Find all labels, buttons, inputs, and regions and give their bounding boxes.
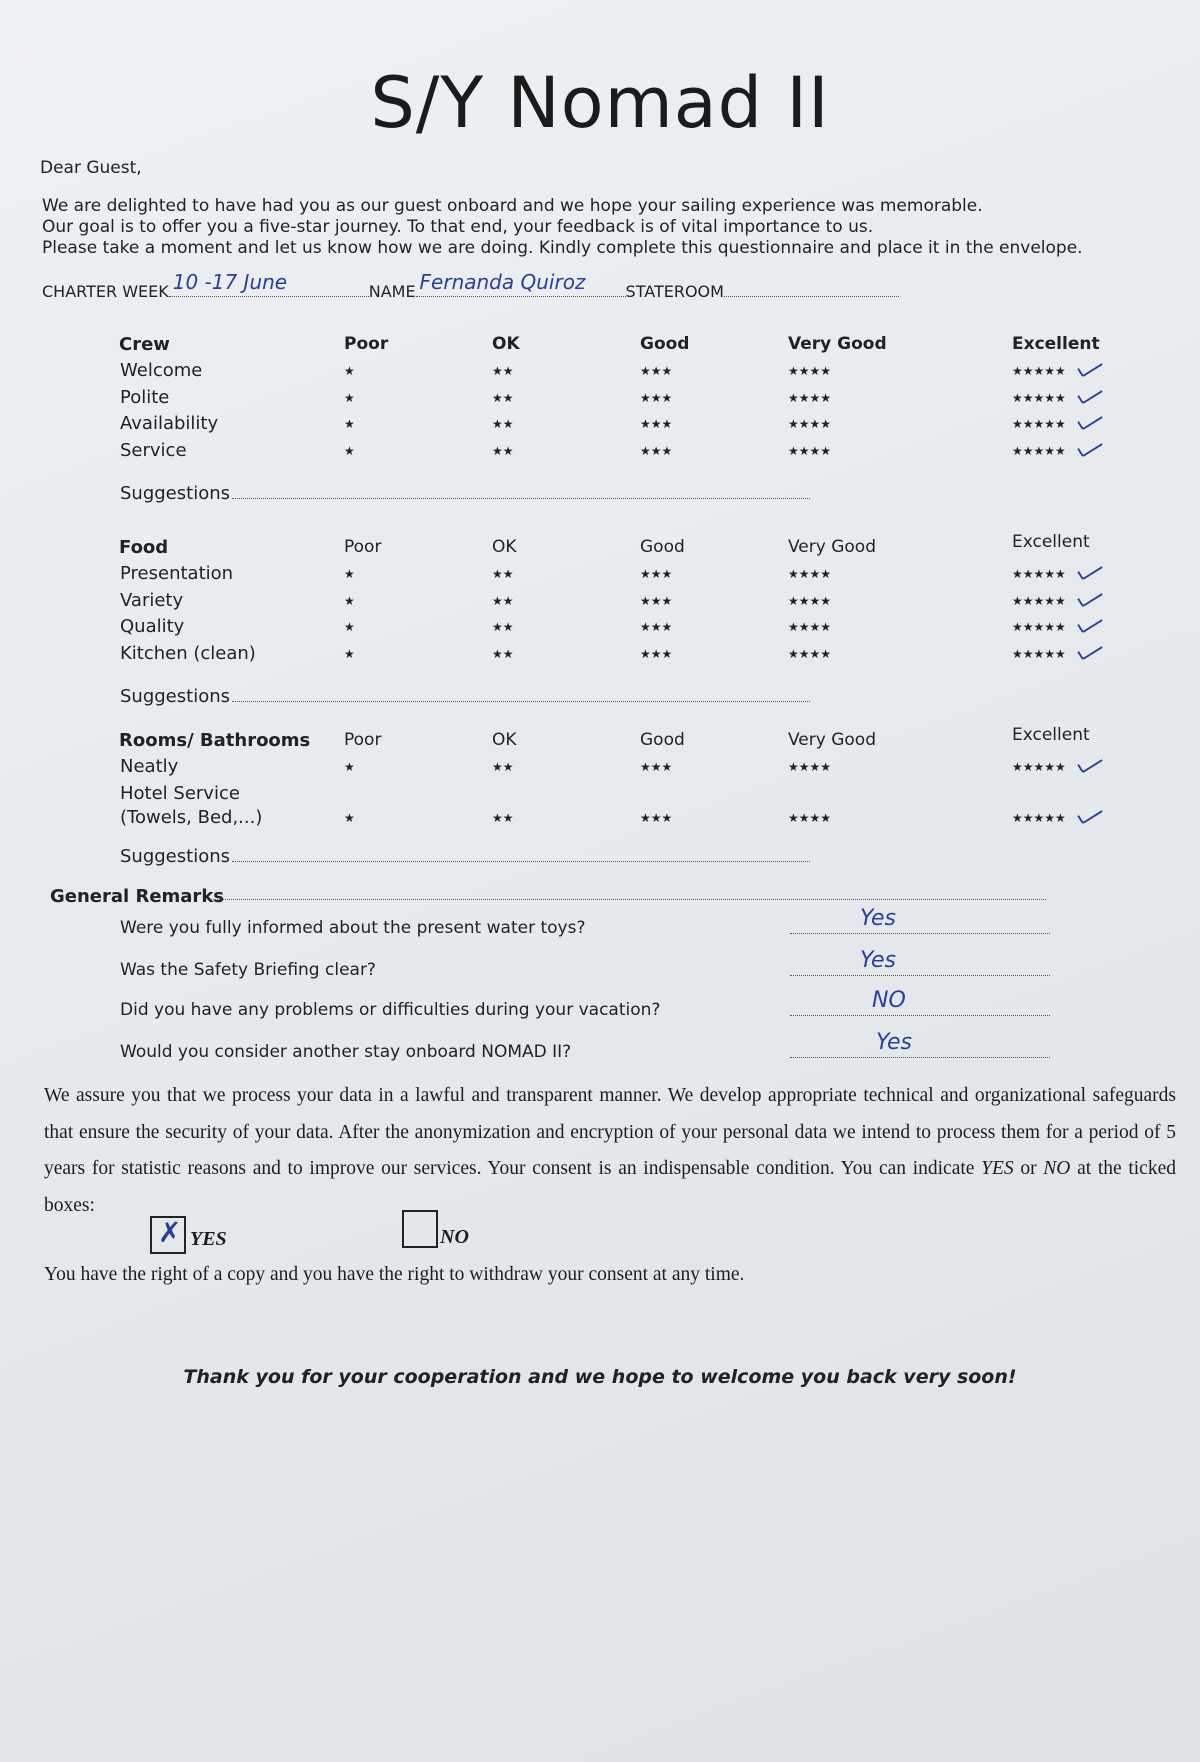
rating-option[interactable]: ★★★★ — [788, 810, 832, 825]
charter-week-field[interactable] — [169, 270, 369, 297]
rating-column-header: Excellent — [1012, 334, 1100, 354]
guest-info-line — [42, 270, 899, 301]
rating-column-header: Excellent — [1012, 725, 1090, 745]
rating-item-label: Service — [120, 439, 187, 461]
rating-option[interactable]: ★★★ — [640, 390, 673, 405]
greeting: Dear Guest, — [40, 158, 142, 178]
rating-column-header: Very Good — [788, 537, 876, 557]
rating-option[interactable]: ★★ — [492, 443, 514, 458]
rating-option[interactable]: ★★ — [492, 567, 514, 581]
selected-rating-check-icon — [1077, 436, 1103, 457]
rating-option[interactable]: ★ — [344, 760, 355, 774]
rating-column-header: OK — [492, 537, 517, 557]
selected-rating-check-icon — [1077, 586, 1103, 607]
selected-rating-check-icon — [1077, 383, 1103, 404]
selected-rating-check-icon — [1077, 409, 1103, 430]
name-label: NAME — [368, 282, 416, 301]
rating-option[interactable]: ★★★ — [640, 810, 673, 825]
rating-option[interactable]: ★ — [344, 646, 355, 661]
rating-item-label: Variety — [120, 589, 184, 611]
rating-option[interactable]: ★★★★★ — [1012, 646, 1066, 661]
data-consent-text — [44, 1078, 1176, 1224]
remark-answer: Yes — [860, 906, 897, 931]
rating-option[interactable]: ★ — [344, 810, 355, 825]
rating-option[interactable]: ★ — [344, 593, 355, 608]
rating-item-label: Welcome — [120, 360, 203, 381]
section-heading: Rooms/ Bathrooms — [119, 730, 311, 751]
rating-option[interactable]: ★★★★ — [788, 593, 832, 608]
suggestions-label: Suggestions — [120, 686, 230, 707]
rating-option[interactable]: ★★★★★ — [1012, 760, 1066, 774]
remark-question: Would you consider another stay onboard NOMAD II? — [120, 1042, 572, 1062]
rating-column-header: OK — [492, 730, 517, 750]
consent-rights-text: You have the right of a copy and you have the right to withdraw your consent at any time. — [44, 1264, 745, 1285]
rating-option[interactable]: ★★★★★ — [1012, 620, 1066, 634]
selected-rating-check-icon — [1077, 356, 1103, 377]
rating-option[interactable]: ★★ — [492, 417, 514, 431]
closing-message: Thank you for your cooperation and we hope to welcome you back very soon! — [183, 1366, 1017, 1388]
rating-option[interactable]: ★★★★★ — [1012, 810, 1066, 825]
rating-option[interactable]: ★★★★ — [788, 646, 832, 661]
rating-option[interactable]: ★★ — [492, 620, 514, 634]
remark-answer: NO — [872, 988, 906, 1013]
rating-option[interactable]: ★★★★ — [788, 567, 832, 581]
rating-option[interactable]: ★ — [344, 620, 355, 634]
yes-check-mark: ✗ — [158, 1216, 182, 1249]
rating-item-label: Quality — [120, 616, 185, 637]
selected-rating-check-icon — [1077, 612, 1103, 633]
rating-option[interactable]: ★★★★★ — [1012, 364, 1066, 378]
rating-item-label: Polite — [120, 386, 170, 408]
rating-column-header: Poor — [344, 730, 382, 750]
rating-column-header: Poor — [344, 334, 389, 354]
consent-no-word: NO — [1043, 1158, 1071, 1179]
intro-line: Our goal is to offer you a five-star journey. To that end, your feedback is of vital importance to us. — [42, 217, 874, 237]
form-title: S/Y Nomad II — [370, 62, 830, 144]
rating-option[interactable]: ★★★★★ — [1012, 567, 1066, 581]
rating-option[interactable]: ★★★★★ — [1012, 443, 1066, 458]
suggestions-label: Suggestions — [120, 846, 230, 867]
rating-column-header: Very Good — [788, 730, 876, 750]
rating-option[interactable]: ★ — [344, 417, 355, 431]
rating-column-header: Good — [640, 537, 685, 557]
rating-option[interactable]: ★★★ — [640, 364, 673, 378]
remark-question: Were you fully informed about the present water toys? — [120, 918, 586, 938]
selected-rating-check-icon — [1077, 639, 1103, 660]
suggestions-input-line[interactable] — [232, 700, 810, 702]
rating-option[interactable]: ★★★★ — [788, 443, 832, 458]
rating-item-label: Presentation — [120, 563, 234, 584]
selected-rating-check-icon — [1077, 559, 1103, 580]
rating-option[interactable]: ★★★ — [640, 417, 673, 431]
rating-option[interactable]: ★★★★ — [788, 364, 832, 378]
suggestions-input-line[interactable] — [232, 497, 810, 499]
intro-paragraph — [42, 196, 1083, 259]
rating-option[interactable]: ★★★★ — [788, 760, 832, 774]
rating-column-header: Excellent — [1012, 532, 1090, 552]
rating-option[interactable]: ★★ — [492, 364, 514, 378]
name-field[interactable] — [416, 270, 626, 297]
rating-option[interactable]: ★ — [344, 443, 355, 458]
name-value: Fernanda Quiroz — [419, 270, 586, 294]
consent-yes-word: YES — [981, 1158, 1014, 1179]
rating-column-header: Very Good — [788, 334, 887, 354]
rating-option[interactable]: ★★★★★ — [1012, 593, 1066, 608]
rating-option[interactable]: ★★★ — [640, 620, 673, 634]
rating-column-header: Good — [640, 730, 685, 750]
rating-item-label: Hotel Service — [120, 782, 240, 804]
intro-line: We are delighted to have had you as our guest onboard and we hope your sailing experience was memorable. — [42, 196, 983, 216]
remark-answer-line[interactable] — [790, 1056, 1050, 1058]
rating-column-header: Poor — [344, 537, 382, 557]
rating-option[interactable]: ★★★★ — [788, 620, 832, 634]
rating-option[interactable]: ★★★★★ — [1012, 417, 1066, 431]
section-heading: Crew — [119, 334, 170, 355]
rating-option[interactable]: ★★★ — [640, 443, 673, 458]
remark-answer-line[interactable] — [790, 1014, 1050, 1016]
intro-line: Please take a moment and let us know how we are doing. Kindly complete this questionnaire and place it in the envelope. — [42, 238, 1083, 258]
rating-option[interactable]: ★★ — [492, 390, 514, 405]
rating-option[interactable]: ★★ — [492, 593, 514, 608]
remark-question: Did you have any problems or difficulties during your vacation? — [120, 1000, 661, 1020]
rating-option[interactable]: ★★ — [492, 646, 514, 661]
stateroom-field[interactable] — [724, 282, 899, 297]
rating-option[interactable]: ★★★★ — [788, 390, 832, 405]
consent-yes-checkbox[interactable] — [150, 1216, 186, 1254]
general-remarks-line[interactable] — [210, 898, 1046, 900]
rating-option[interactable]: ★★★★ — [788, 417, 832, 431]
section-heading: Food — [119, 537, 169, 558]
suggestions-label: Suggestions — [120, 483, 230, 504]
rating-item-label: (Towels, Bed,...) — [120, 806, 263, 828]
stateroom-label: STATEROOM — [625, 282, 724, 301]
rating-option[interactable]: ★★★ — [640, 760, 673, 774]
remark-answer-line[interactable] — [790, 932, 1050, 934]
rating-option[interactable]: ★★★ — [640, 593, 673, 608]
consent-yes-label: YES — [190, 1228, 227, 1250]
remark-answer: Yes — [860, 948, 897, 973]
rating-option[interactable]: ★★★ — [640, 646, 673, 661]
consent-no-label: NO — [440, 1226, 469, 1248]
rating-option[interactable]: ★ — [344, 364, 355, 378]
suggestions-input-line[interactable] — [232, 860, 810, 862]
rating-option[interactable]: ★ — [344, 390, 355, 405]
remark-question: Was the Safety Briefing clear? — [120, 960, 376, 980]
remark-answer: Yes — [876, 1030, 913, 1055]
charter-week-label: CHARTER WEEK — [42, 282, 169, 301]
selected-rating-check-icon — [1077, 803, 1103, 824]
rating-option[interactable]: ★★ — [492, 810, 514, 825]
remark-answer-line[interactable] — [790, 974, 1050, 976]
rating-item-label: Availability — [120, 413, 219, 434]
rating-option[interactable]: ★★★ — [640, 567, 673, 581]
rating-option[interactable]: ★★ — [492, 760, 514, 774]
rating-column-header: OK — [492, 334, 520, 354]
rating-column-header: Good — [640, 334, 690, 354]
charter-week-value: 10 -17 June — [172, 270, 288, 294]
consent-end-text: at the ticked boxes: — [44, 1158, 1176, 1216]
general-remarks-label: General Remarks — [50, 886, 224, 907]
rating-option[interactable]: ★ — [344, 567, 355, 581]
consent-or-word: or — [1013, 1158, 1044, 1179]
rating-item-label: Neatly — [120, 756, 179, 777]
rating-option[interactable]: ★★★★★ — [1012, 390, 1066, 405]
consent-main-text: We assure you that we process your data in a lawful and transparent manner. We develop appropriate technical and organizational safeguards that ensure the security of your data. After the anonymization and encryption of your personal data we intend to process them for a period of 5 years for statistic reasons and to improve our services. Your consent is an indispensable condition. You can indicate — [44, 1085, 1176, 1179]
rating-item-label: Kitchen (clean) — [120, 642, 256, 664]
consent-no-checkbox[interactable] — [402, 1210, 438, 1248]
selected-rating-check-icon — [1077, 752, 1103, 773]
